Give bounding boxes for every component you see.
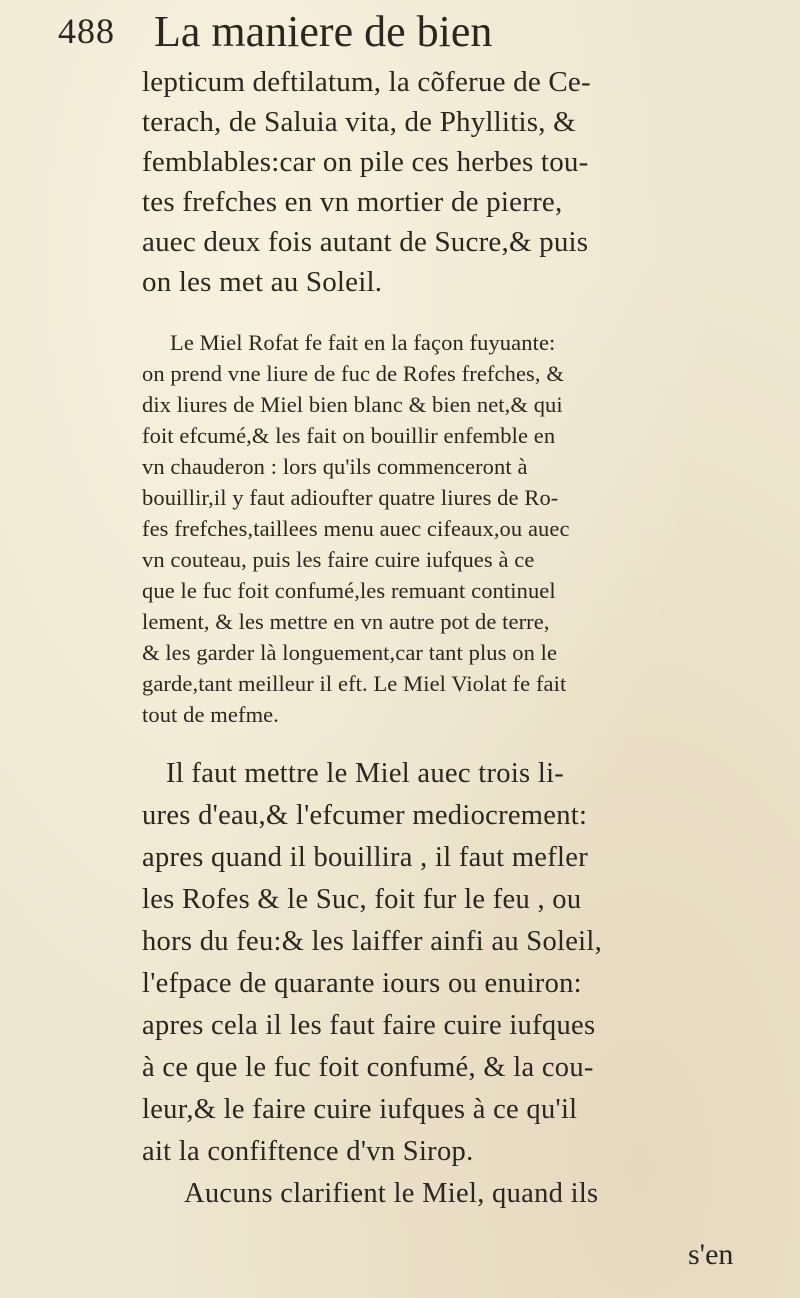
text-line: foit efcumé,& les fait on bouillir enfemble en — [142, 423, 556, 448]
text-line: vn chauderon : lors qu'ils commenceront à — [142, 454, 528, 479]
text-line: à ce que le fuc foit confumé, & la cou- — [142, 1052, 594, 1083]
text-line: tout de mefme. — [142, 702, 279, 727]
text-line: lepticum deftilatum, la cõferue de Ce- — [142, 66, 591, 98]
running-title: La maniere de bien — [154, 7, 493, 56]
text-line: Le Miel Rofat fe fait en la façon fuyuante: — [170, 330, 556, 355]
text-line: apres cela il les faut faire cuire iufques — [142, 1010, 596, 1041]
text-line: que le fuc foit confumé,les remuant continuel — [142, 578, 556, 603]
text-line: les Rofes & le Suc, foit fur le feu , ou — [142, 884, 582, 915]
text-line: ures d'eau,& l'efcumer mediocrement: — [142, 800, 588, 831]
text-line: Il faut mettre le Miel auec trois li- — [166, 758, 565, 789]
text-line: dix liures de Miel bien blanc & bien net,& qui — [142, 392, 563, 417]
text-line: ait la confiftence d'vn Sirop. — [142, 1136, 474, 1167]
text-line: garde,tant meilleur il eft. Le Miel Violat fe fait — [142, 671, 567, 696]
text-line: tes frefches en vn mortier de pierre, — [142, 186, 563, 218]
text-line: hors du feu:& les laiffer ainfi au Soleil, — [142, 926, 603, 957]
text-line: on les met au Soleil. — [142, 266, 383, 298]
page-number: 488 — [58, 11, 115, 51]
text-line: Aucuns clarifient le Miel, quand ils — [184, 1178, 599, 1209]
page-header — [58, 6, 678, 58]
text-line: lement, & les mettre en vn autre pot de terre, — [142, 609, 550, 634]
text-line: femblables:car on pile ces herbes tou- — [142, 146, 589, 178]
text-line: on prend vne liure de fuc de Rofes frefches, & — [142, 361, 564, 386]
text-line: leur,& le faire cuire iufques à ce qu'il — [142, 1094, 578, 1125]
catchword: s'en — [688, 1238, 734, 1271]
text-line: terach, de Saluia vita, de Phyllitis, & — [142, 106, 576, 138]
text-line: apres quand il bouillira , il faut mefler — [142, 842, 588, 873]
text-line: vn couteau, puis les faire cuire iufques à ce — [142, 547, 535, 572]
text-line: l'efpace de quarante iours ou enuiron: — [142, 968, 582, 999]
text-line: & les garder là longuement,car tant plus on le — [142, 640, 558, 665]
text-line: bouillir,il y faut adioufter quatre liures de Ro- — [142, 485, 559, 510]
text-line: auec deux fois autant de Sucre,& puis — [142, 226, 589, 258]
text-line: fes frefches,taillees menu auec cifeaux,ou auec — [142, 516, 570, 541]
